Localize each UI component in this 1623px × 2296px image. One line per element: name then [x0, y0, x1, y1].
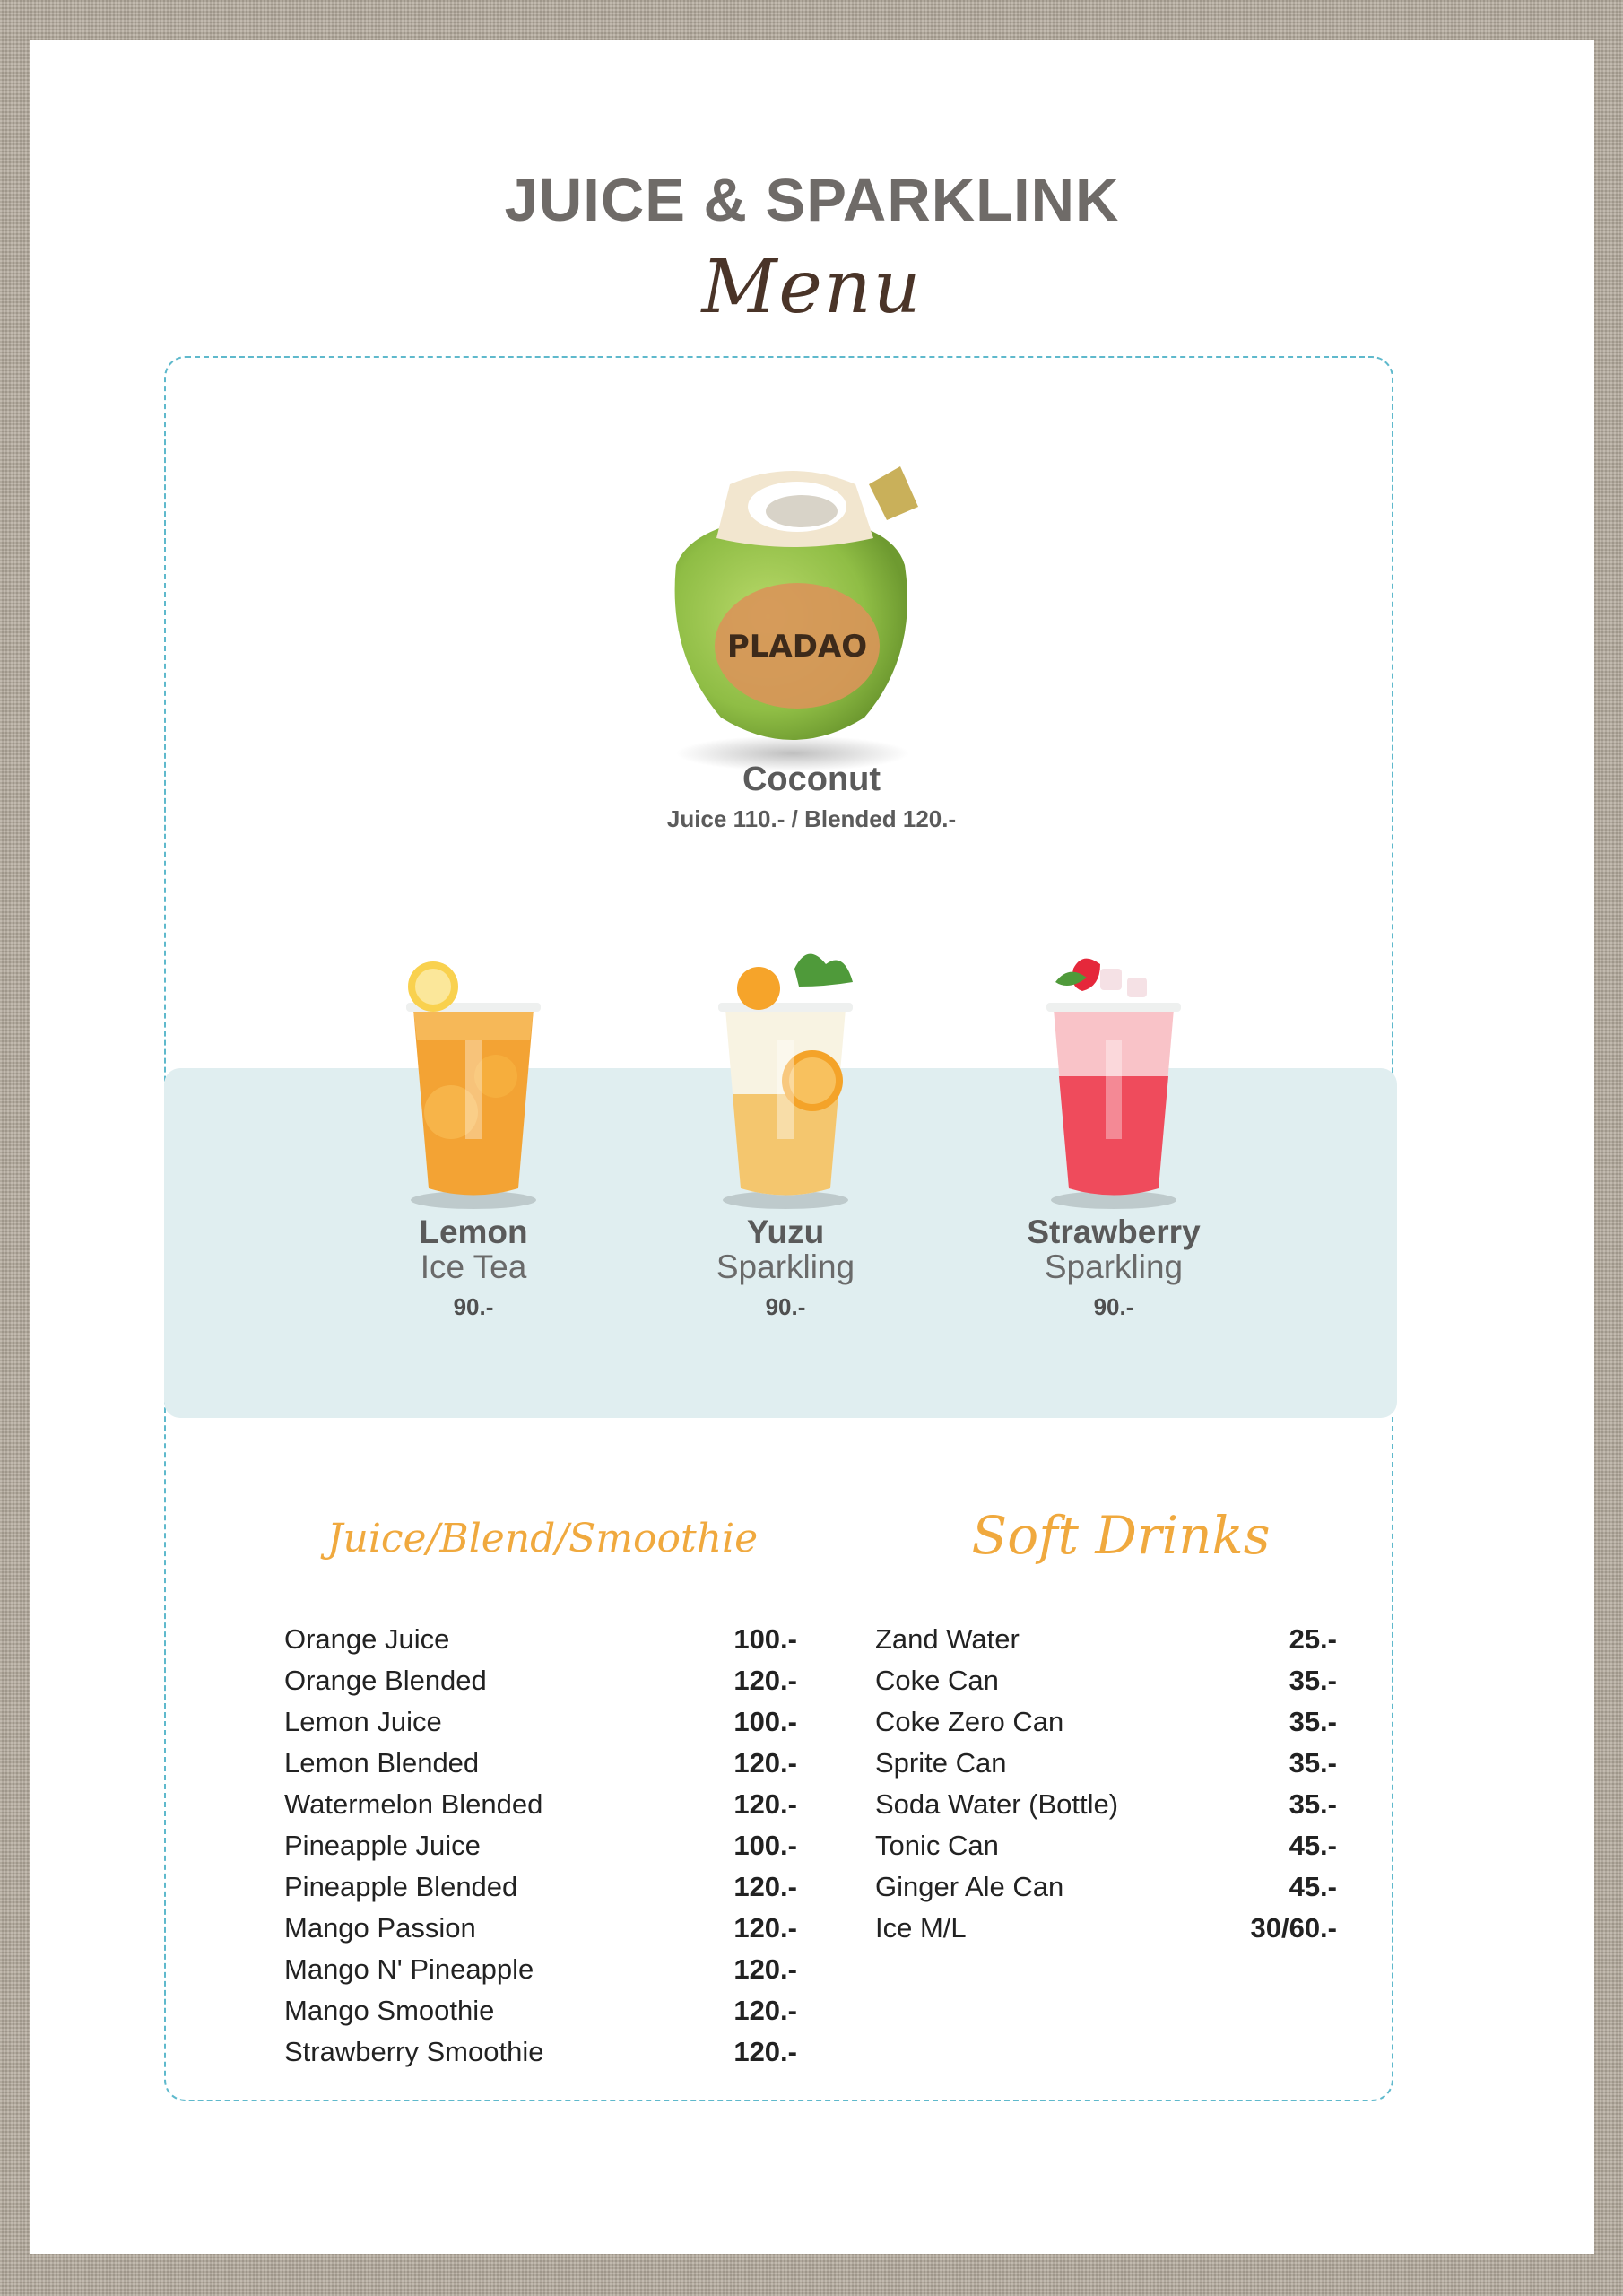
- item-price: 35.-: [1289, 1747, 1337, 1779]
- item-price: 120.-: [733, 2036, 797, 2067]
- item-price: 100.-: [733, 1830, 797, 1861]
- item-name: Mango N' Pineapple: [284, 1953, 534, 1985]
- drink-name: Lemon: [419, 1213, 528, 1250]
- list-item: [284, 1706, 797, 1747]
- item-price: 35.-: [1289, 1706, 1337, 1737]
- juice-price-list: [284, 1623, 797, 2077]
- drink-lemon-ice-tea: [325, 915, 621, 1327]
- item-price: 45.-: [1289, 1830, 1337, 1861]
- item-name: Mango Smoothie: [284, 1995, 495, 2026]
- item-price: 120.-: [733, 1747, 797, 1779]
- drink-price: 90.-: [453, 1293, 494, 1320]
- item-name: Lemon Juice: [284, 1706, 442, 1737]
- list-item: [284, 1665, 797, 1706]
- drink-subtitle: Ice Tea: [420, 1248, 527, 1285]
- drink-subtitle: Sparkling: [716, 1248, 855, 1285]
- item-name: Sprite Can: [875, 1747, 1007, 1779]
- list-item: [284, 1747, 797, 1788]
- item-price: 35.-: [1289, 1788, 1337, 1820]
- item-price: 120.-: [733, 1995, 797, 2026]
- item-price: 45.-: [1289, 1871, 1337, 1902]
- item-price: 120.-: [733, 1665, 797, 1696]
- strawberry-sparkling-image: [1037, 915, 1190, 1211]
- item-name: Orange Blended: [284, 1665, 487, 1696]
- list-item: [875, 1788, 1337, 1830]
- list-item: [284, 1830, 797, 1871]
- list-item: [875, 1912, 1337, 1953]
- list-item: [875, 1623, 1337, 1665]
- item-price: 120.-: [733, 1871, 797, 1902]
- coconut-logo-text: PLADAO: [726, 629, 868, 665]
- item-price: 100.-: [733, 1706, 797, 1737]
- item-name: Lemon Blended: [284, 1747, 480, 1779]
- list-item: [284, 2036, 797, 2077]
- item-price: 120.-: [733, 1788, 797, 1820]
- drink-price: 90.-: [1093, 1293, 1134, 1320]
- item-price: 120.-: [733, 1953, 797, 1985]
- item-name: Coke Can: [875, 1665, 999, 1696]
- item-name: Pineapple Blended: [284, 1871, 518, 1902]
- drink-name: Yuzu: [746, 1213, 825, 1250]
- menu-title: JUICE & SPARKLINK: [504, 167, 1120, 234]
- list-item: [875, 1665, 1337, 1706]
- item-price: 30/60.-: [1250, 1912, 1337, 1944]
- drink-subtitle: Sparkling: [1044, 1248, 1184, 1285]
- list-item: [875, 1706, 1337, 1747]
- item-name: Pineapple Juice: [284, 1830, 481, 1861]
- drink-strawberry-sparkling: [966, 915, 1262, 1327]
- soft-drinks-price-list: [875, 1623, 1337, 1953]
- list-item: [284, 1623, 797, 1665]
- item-price: 25.-: [1289, 1623, 1337, 1655]
- coconut-name: Coconut: [742, 761, 881, 798]
- item-name: Ice M/L: [875, 1912, 967, 1944]
- list-item: [875, 1747, 1337, 1788]
- list-item: [875, 1830, 1337, 1871]
- item-price: 120.-: [733, 1912, 797, 1944]
- item-name: Ginger Ale Can: [875, 1871, 1064, 1902]
- item-name: Orange Juice: [284, 1623, 450, 1655]
- soft-drinks-section-heading: Soft Drinks: [971, 1505, 1271, 1566]
- item-name: Zand Water: [875, 1623, 1020, 1655]
- coconut-price: Juice 110.- / Blended 120.-: [666, 805, 957, 832]
- item-price: 35.-: [1289, 1665, 1337, 1696]
- drink-price: 90.-: [765, 1293, 806, 1320]
- lemon-ice-tea-image: [397, 915, 550, 1211]
- item-price: 100.-: [733, 1623, 797, 1655]
- item-name: Strawberry Smoothie: [284, 2036, 544, 2067]
- item-name: Watermelon Blended: [284, 1788, 543, 1820]
- list-item: [875, 1871, 1337, 1912]
- coconut-image: [631, 422, 954, 780]
- item-name: Soda Water (Bottle): [875, 1788, 1119, 1820]
- drink-yuzu-sparkling: [638, 915, 933, 1327]
- list-item: [284, 1788, 797, 1830]
- item-name: Tonic Can: [875, 1830, 999, 1861]
- list-item: [284, 1995, 797, 2036]
- drink-name: Strawberry: [1027, 1213, 1201, 1250]
- juice-section-heading: Juice/Blend/Smoothie: [326, 1516, 759, 1561]
- menu-script-subtitle: Menu: [701, 245, 923, 330]
- list-item: [284, 1871, 797, 1912]
- item-name: Coke Zero Can: [875, 1706, 1064, 1737]
- item-name: Mango Passion: [284, 1912, 476, 1944]
- yuzu-sparkling-image: [709, 915, 862, 1211]
- list-item: [284, 1953, 797, 1995]
- list-item: [284, 1912, 797, 1953]
